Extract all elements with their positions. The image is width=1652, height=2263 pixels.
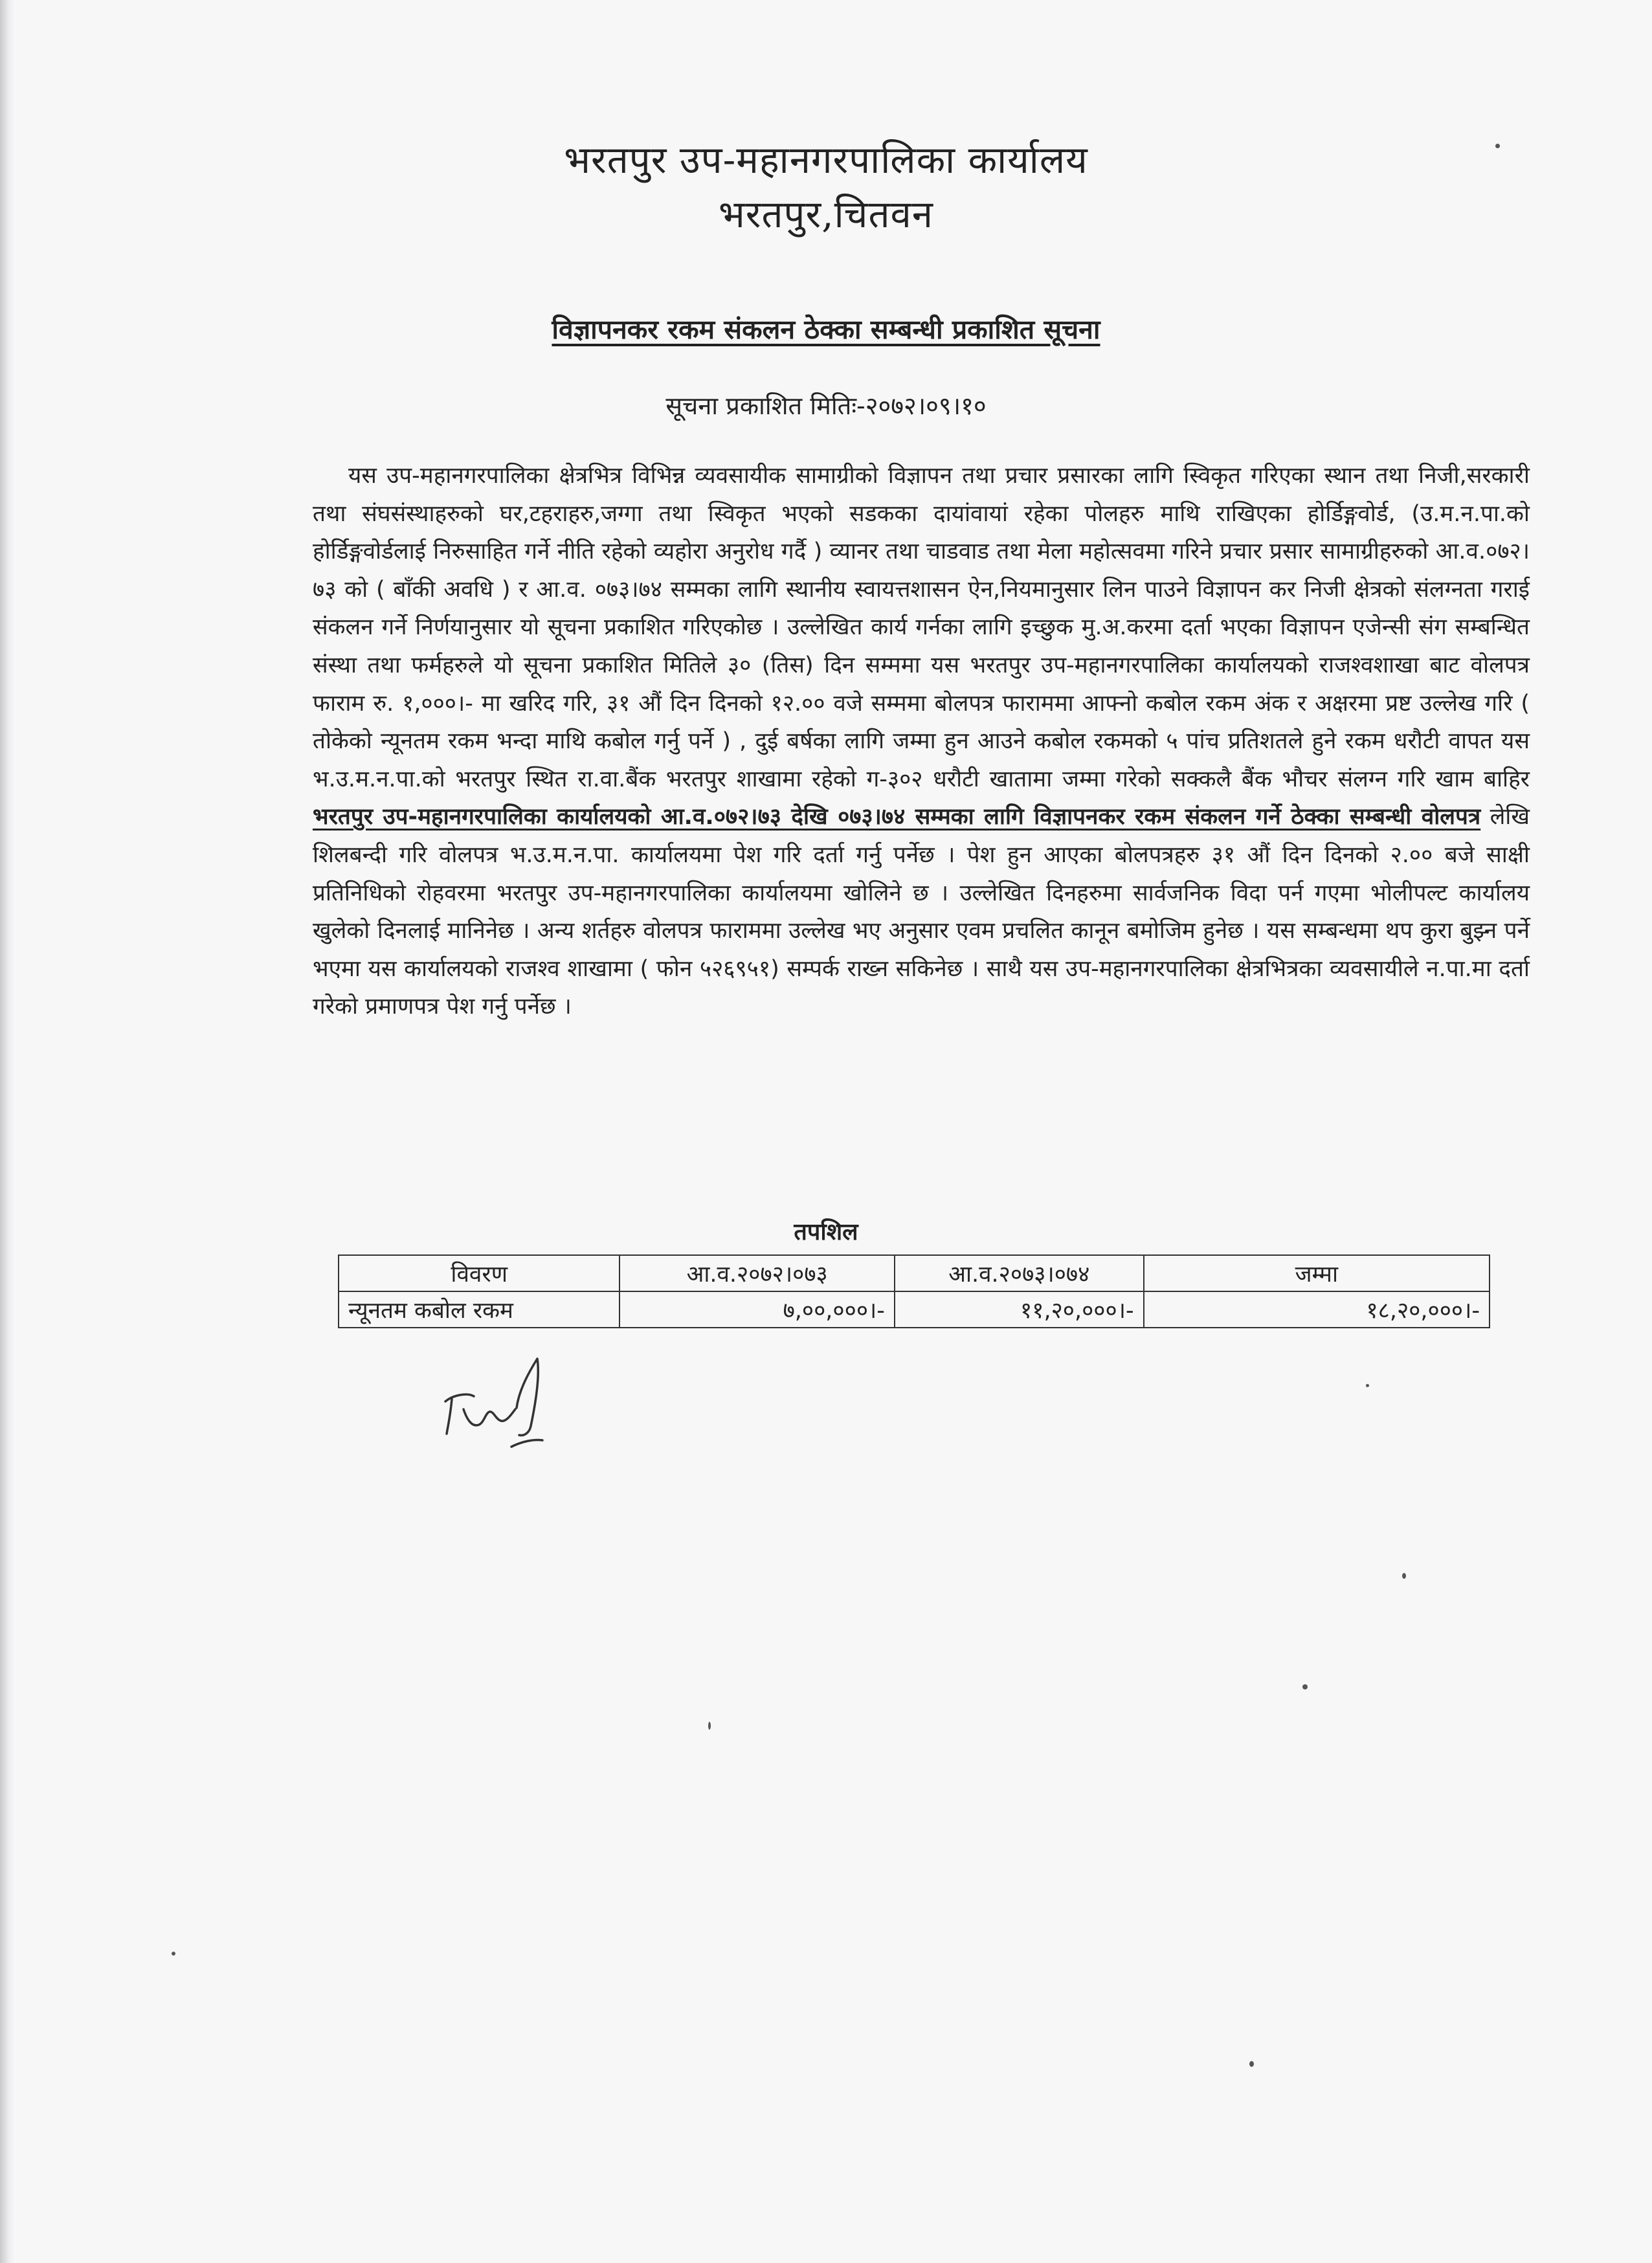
notice-body-highlight: भरतपुर उप-महानगरपालिका कार्यालयको आ.व.०७२।७३ देखि ०७३।७४ सम्मका लागि विज्ञापनकर रकम संकलन गर्ने ठेक्का सम्बन्धी वोलपत्र: [313, 804, 1481, 831]
value-fy-2073-074: ११,२०,०००।-: [895, 1291, 1144, 1328]
header-description: विवरण: [339, 1255, 620, 1291]
handwritten-signature: [434, 1350, 563, 1460]
scan-speck: [1402, 1573, 1406, 1579]
table-row: [339, 1291, 1490, 1328]
minimum-bid-table: [338, 1254, 1490, 1328]
notice-body: [313, 457, 1530, 1026]
notice-title: [0, 311, 1652, 347]
scan-speck: [1495, 144, 1500, 148]
table-caption: तपशिल: [794, 1219, 858, 1245]
scan-speck: [1366, 1384, 1369, 1387]
notice-body-part1: यस उप-महानगरपालिका क्षेत्रभित्र विभिन्न व्यवसायीक सामाग्रीको विज्ञापन तथा प्रचार प्रसारका लागि स्विकृत गरिएका स्थान तथा निजी,सरकारी तथा संघसंस्थाहरुको घर,टहराहरु,जग्गा तथा स्विकृत भएको सडकका दायांवायां रहेका पोलहरु माथि राखिएका होर्डिङ्गवोर्ड, (उ.म.न.पा.को होर्डिङ्गवोर्डलाई निरुसाहित गर्ने नीति रहेको व्यहोरा अनुरोध गर्दै ) व्यानर तथा चाडवाड तथा मेला महोत्सवमा गरिने प्रचार प्रसार सामाग्रीहरुको आ.व.०७२।७३ को ( बाँकी अवधि ) र आ.व. ०७३।७४ सम्मका लागि स्थानीय स्वायत्तशासन ऐन,नियमानुसार लिन पाउने विज्ञापन कर निजी क्षेत्रको संलग्नता गराई संकलन गर्ने निर्णयानुसार यो सूचना प्रकाशित गरिएकोछ । उल्लेखित कार्य गर्नका लागि इच्छुक मु.अ.करमा दर्ता भएका विज्ञापन एजेन्सी संग सम्बन्धित संस्था तथा फर्महरुले यो सूचना प्रकाशित मितिले ३० (तिस) दिन सम्ममा यस भरतपुर उप-महानगरपालिका कार्यालयको राजश्वशाखा बाट वोलपत्र फाराम रु. १,०००।- मा खरिद गरि, ३१ औं दिन दिनको १२.०० वजे सम्ममा बोलपत्र फाराममा आफ्नो कबोल रकम अंक र अक्षरमा प्रष्ट उल्लेख गरि ( तोकेको न्यूनतम रकम भन्दा माथि कबोल गर्नु पर्ने ) , दुई बर्षका लागि जम्मा हुन आउने कबोल रकमको ५ पांच प्रतिशतले हुने रकम धरौटी वापत यस भ.उ.म.न.पा.को भरतपुर स्थित रा.वा.बैंक भरतपुर शाखामा रहेको ग-३०२ धरौटी खातामा जम्मा गरेको सक्कलै बैंक भौचर संलग्न गरि खाम बाहिर: [313, 463, 1530, 792]
notice-body-part2: लेखि शिलबन्दी गरि वोलपत्र भ.उ.म.न.पा. कार्यालयमा पेश गरि दर्ता गर्नु पर्नेछ । पेश हुन आएका बोलपत्रहरु ३१ औं दिन दिनको २.०० बजे साक्षी प्रतिनिधिको रोहवरमा भरतपुर उप-महानगरपालिका कार्यालयमा खोलिने छ । उल्लेखित दिनहरुमा सार्वजनिक विदा पर्न गएमा भोलीपल्ट कार्यालय खुलेको दिनलाई मानिनेछ । अन्य शर्तहरु वोलपत्र फाराममा उल्लेख भए अनुसार एवम प्रचलित कानून बमोजिम हुनेछ । यस सम्बन्धमा थप कुरा बुझ्न पर्ने भएमा यस कार्यालयको राजश्व शाखामा ( फोन ५२६९५१) सम्पर्क राख्न सकिनेछ । साथै यस उप-महानगरपालिका क्षेत्रभित्रका व्यवसायीले न.पा.मा दर्ता गरेको प्रमाणपत्र पेश गर्नु पर्नेछ ।: [313, 804, 1530, 1020]
scan-speck: [1302, 1684, 1308, 1689]
header-fy-2073-074: आ.व.२०७३।०७४: [895, 1255, 1144, 1291]
notice-title-text: विज्ञापनकर रकम संकलन ठेक्का सम्बन्धी प्रकाशित सूचना: [552, 314, 1100, 345]
notice-date: सूचना प्रकाशित मितिः-२०७२।०९।१०: [665, 392, 987, 420]
value-fy-2072-073: ७,००,०००।-: [620, 1291, 895, 1328]
row-label: न्यूनतम कबोल रकम: [339, 1291, 620, 1328]
office-name: भरतपुर उप-महानगरपालिका कार्यालय: [564, 138, 1088, 182]
office-location: भरतपुर,चितवन: [718, 192, 933, 236]
scan-speck: [708, 1722, 711, 1730]
header-total: जम्मा: [1144, 1255, 1490, 1291]
scan-speck: [172, 1952, 175, 1956]
office-header: [0, 133, 1652, 241]
value-total: १८,२०,०००।-: [1144, 1291, 1490, 1328]
header-fy-2072-073: आ.व.२०७२।०७३: [620, 1255, 895, 1291]
table-header-row: [339, 1255, 1490, 1291]
scan-speck: [1249, 2061, 1254, 2067]
